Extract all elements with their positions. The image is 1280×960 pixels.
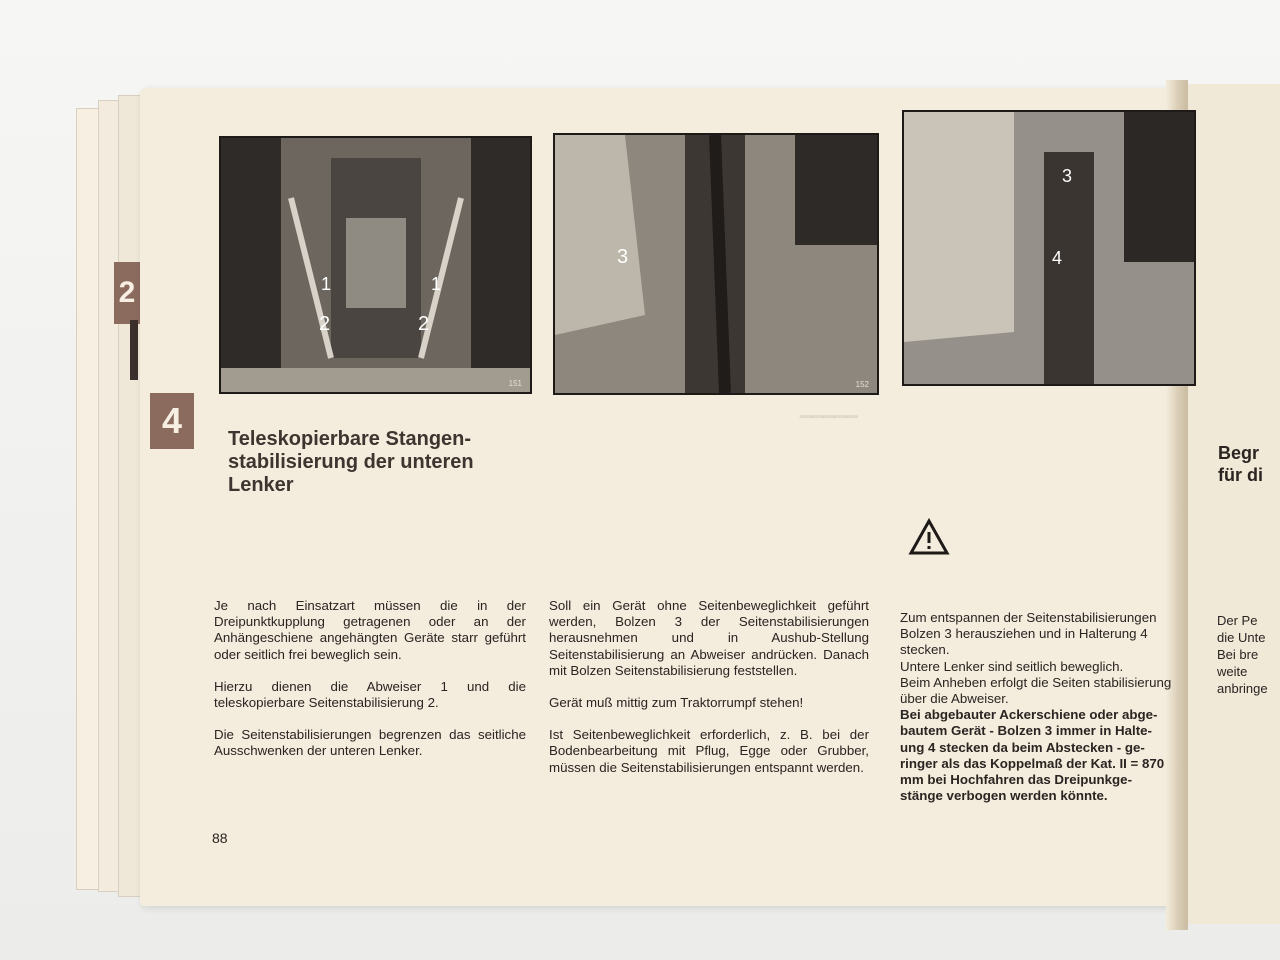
- text-line: Der Pe: [1217, 613, 1258, 628]
- text-line: die Unte: [1217, 630, 1266, 645]
- photo-tractor-rear: [219, 136, 532, 394]
- photo-label-2b: 2: [418, 313, 430, 335]
- text-line: über die Abweiser.: [900, 691, 1009, 707]
- text-line: Untere Lenker sind seitlich beweglich.: [900, 658, 1124, 674]
- facing-page-text: [1217, 612, 1268, 697]
- photo-label-2: 2: [319, 313, 331, 335]
- text-column-2: [549, 598, 869, 792]
- bleed-through: ▁▁▁▁▁: [800, 401, 858, 418]
- photo-stabilizer-pin: [902, 110, 1196, 386]
- photo-label-3: 3: [617, 246, 629, 268]
- photo-number: 152: [855, 380, 869, 389]
- text-line: stecken.: [900, 642, 950, 658]
- text-line: Zum entspannen der Seitenstabilisierungen: [900, 610, 1157, 625]
- text-line-bold: mm bei Hochfahren das Dreipunkge-: [900, 772, 1133, 788]
- text-line-bold: ung 4 stecken da beim Abstecken - ge-: [900, 739, 1145, 755]
- warning-triangle-icon: [908, 518, 950, 556]
- text-line-bold: stänge verbogen werden könnte.: [900, 788, 1108, 804]
- heading-line: Teleskopierbare Stangen-: [228, 428, 472, 450]
- section-heading: [228, 428, 528, 497]
- heading-line: für di: [1218, 465, 1263, 485]
- heading-line: stabilisierung der unteren: [228, 451, 474, 473]
- heading-line: Begr: [1218, 443, 1260, 463]
- text-column-3: [900, 610, 1185, 804]
- page-number: 88: [212, 830, 228, 846]
- heading-line: Lenker: [228, 474, 294, 496]
- paragraph: Hierzu dienen die Abweiser 1 und die teleskopierbare Seitenstabilisierung 2.: [214, 678, 526, 711]
- text-column-1: [214, 598, 526, 776]
- photo-label-4: 4: [1052, 248, 1063, 268]
- text-line: anbringe: [1217, 681, 1268, 696]
- text-line: Beim Anheben erfolgt die Seiten stabilisierung: [900, 674, 1172, 690]
- facing-page-clip: [1176, 0, 1280, 960]
- photo-label-1b: 1: [431, 274, 442, 294]
- section-tab-4: 4: [150, 393, 194, 449]
- paragraph: Die Seitenstabilisierungen begrenzen das seitliche Ausschwenken der unteren Lenker.: [214, 727, 526, 759]
- text-line: Bolzen 3 herausziehen und in Halterung 4: [900, 626, 1148, 642]
- facing-page-heading: [1218, 442, 1263, 486]
- paragraph: Ist Seitenbeweglichkeit erforderlich, z. B. bei der Bodenbearbeitung mit Pflug, Egge oder Grubber, müssen die Seitenstabilisierungen entspannt werden.: [549, 727, 869, 775]
- side-tab-2: 2: [114, 262, 140, 324]
- photo-number: 151: [508, 379, 522, 388]
- paragraph: Gerät muß mittig zum Traktorrumpf stehen!: [549, 695, 804, 711]
- page-edge-shadow: [130, 320, 138, 380]
- paragraph: Je nach Einsatzart müssen die in der Dreipunktkupplung getragenen oder an der Anhängeschiene angehängten Geräte starr geführt oder seitlich frei beweglich sein.: [214, 598, 526, 662]
- photo-stabilizer-closeup: [553, 133, 879, 395]
- text-line: Bei bre: [1217, 647, 1259, 662]
- paragraph: Soll ein Gerät ohne Seitenbeweglichkeit geführt werden, Bolzen 3 der Seitenstabilisierungen herausnehmen und in Aushub-Stellung Seitenstabilisierung an Abweiser andrücken. Danach mit Bolzen Seitenstabilisierung feststellen.: [549, 598, 869, 678]
- text-line: weite: [1217, 664, 1248, 679]
- text-line-bold: Bei abgebauter Ackerschiene oder abge-: [900, 707, 1158, 723]
- text-line-bold: ringer als das Koppelmaß der Kat. II = 870: [900, 755, 1165, 771]
- photo-label-1: 1: [321, 274, 332, 294]
- text-line-bold: bautem Gerät - Bolzen 3 immer in Halte-: [900, 723, 1152, 739]
- photo-label-3: 3: [1062, 166, 1073, 186]
